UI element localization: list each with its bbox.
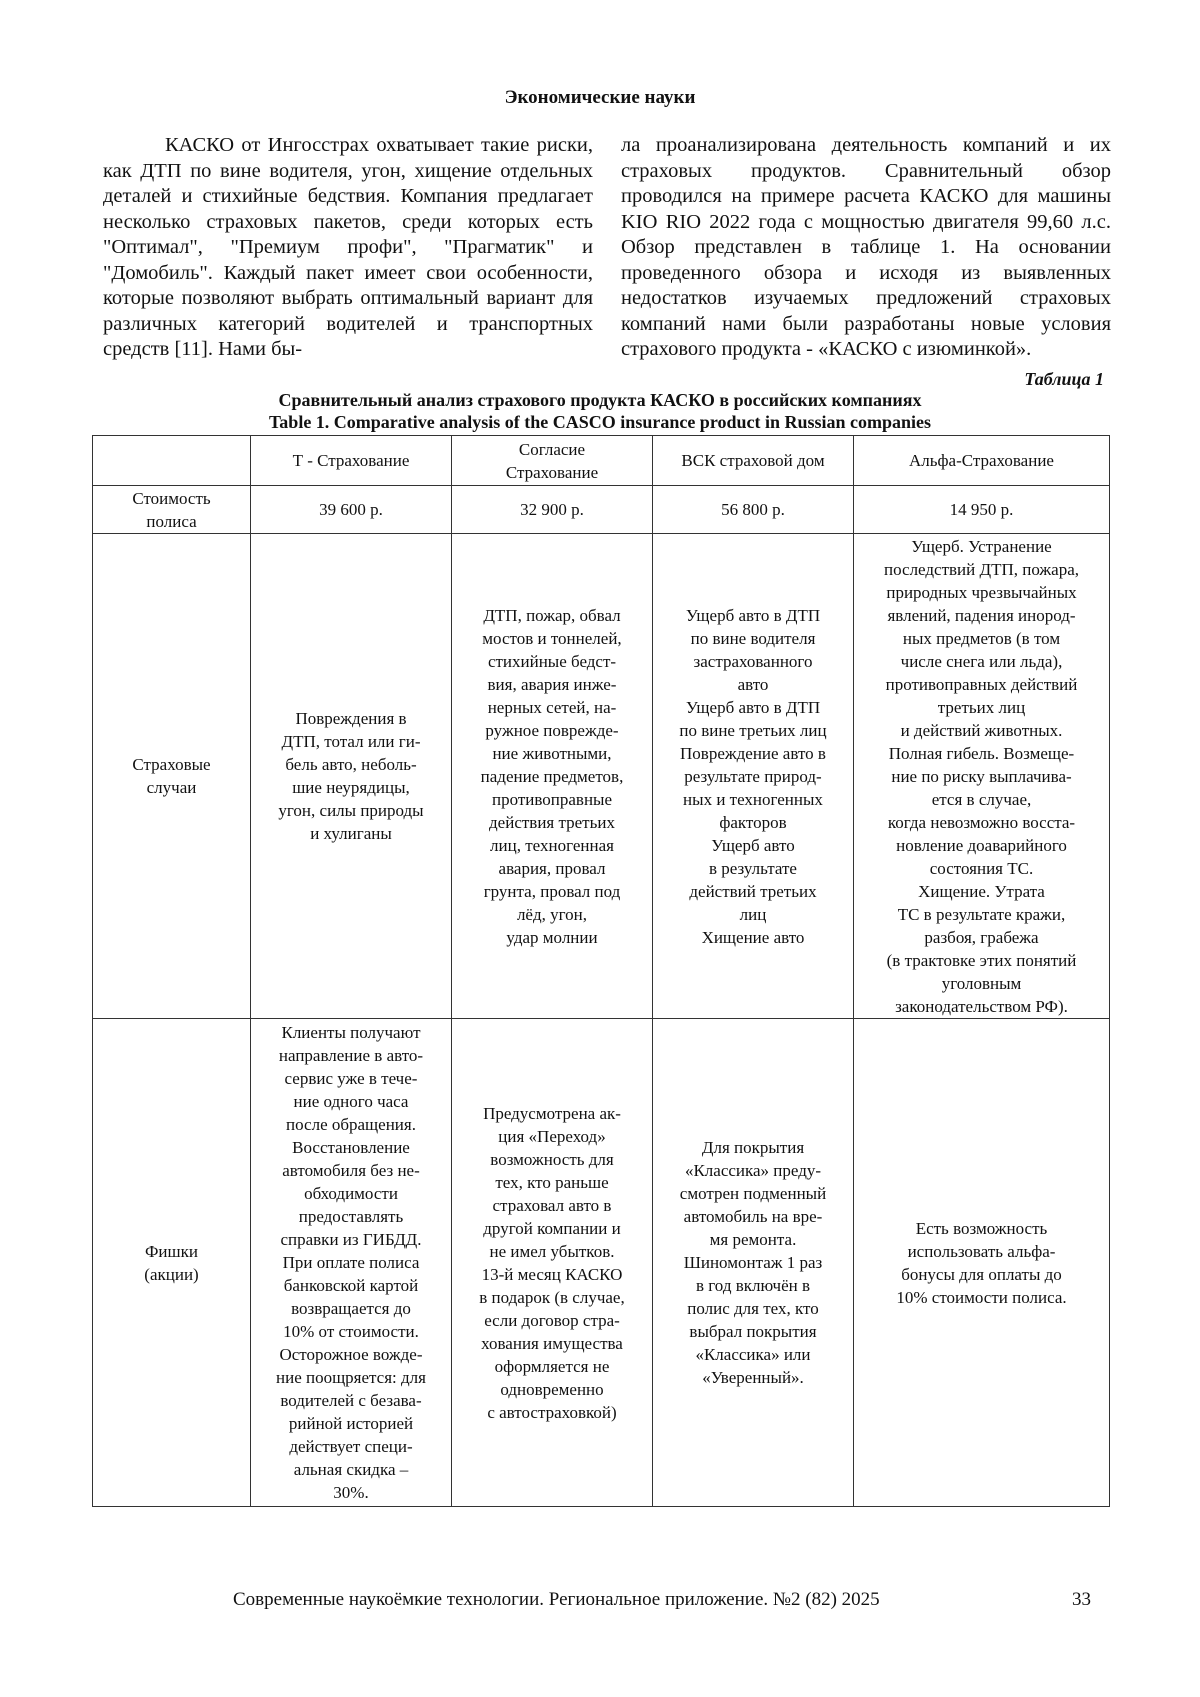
header-cell-soglasie: Согласие Страхование: [452, 436, 653, 486]
table-cell: 14 950 р.: [854, 486, 1110, 534]
text-column-left: [103, 133, 593, 363]
body-paragraph-left: КАСКО от Ингосстрах охватывает такие риски, как ДТП по вине водителя, угон, хищение отдельных деталей и стихийные бедствия. Компания предлагает несколько страховых пакетов, среди которых есть "Оптимал", "Премиум профи", "Прагматик" и "Домобиль". Каждый пакет имеет свои особенности, которые позволяют выбрать оптимальный вариант для различных категорий водителей и транспортных средств [11]. Нами бы-: [103, 134, 593, 360]
body-paragraph-right: ла проанализирована деятельность компаний и их страховых продуктов. Сравнительный обзор проводился на примере расчета КАСКО для машины KIO RIO 2022 года с мощностью двигателя 99,60 л.с. Обзор представлен в таблице 1. На основании проведенного обзора и исходя из выявленных недостатков изучаемых предложений страховых компаний нами были разработаны новые условия страхового продукта - «КАСКО с изюминкой».: [621, 134, 1111, 360]
table-cell: Есть возможность использовать альфа- бонусы для оплаты до 10% стоимости полиса.: [854, 1019, 1110, 1507]
table-cell: Повреждения в ДТП, тотал или ги- бель авто, неболь- шие неурядицы, угон, силы природы и хулиганы: [251, 534, 452, 1019]
table-caption-en: Table 1. Comparative analysis of the CASCO insurance product in Russian companies: [268, 412, 932, 432]
table-row-promotions: [93, 1019, 1110, 1507]
table-row-insured-events: [93, 534, 1110, 1019]
table-caption-ru: Сравнительный анализ страхового продукта КАСКО в российских компаниях: [278, 390, 922, 410]
table-cell: 32 900 р.: [452, 486, 653, 534]
table-cell: 39 600 р.: [251, 486, 452, 534]
table-cell: Клиенты получают направление в авто- сервис уже в тече- ние одного часа после обращения. Восстановление автомобиля без не- обходимости предоставлять справки из ГИБДД. При оплате полиса банковской картой возвращается до 10% от стоимости. Осторожное вожде- ние поощряется: для водителей с безава- рийной историей действует специ- альная скидка – 30%.: [251, 1019, 452, 1507]
table-row-policy-cost: [93, 486, 1110, 534]
header-cell-empty: [93, 436, 251, 486]
header-cell-alfa: Альфа-Страхование: [854, 436, 1110, 486]
header-cell-t-insurance: Т - Страхование: [251, 436, 452, 486]
table-cell: 56 800 р.: [653, 486, 854, 534]
footer-journal: Современные наукоёмкие технологии. Региональное приложение. №2 (82) 2025: [233, 1589, 880, 1610]
row-label-cell: Страховые случаи: [93, 534, 251, 1019]
table-cell: Ущерб. Устранение последствий ДТП, пожара, природных чрезвычайных явлений, падения инород- ных предметов (в том числе снега или льда), противоправных действий третьих лиц и действий животных. Полная гибель. Возмеще- ние по риску выплачива- ется в случае, когда невозможно восста- новление доаварийного состояния ТС. Хищение. Утрата ТС в результате кражи, разбоя, грабежа (в трактовке этих понятий уголовным законодательством РФ).: [854, 534, 1110, 1019]
row-label-cell: Стоимость полиса: [93, 486, 251, 534]
table-caption: [0, 389, 1200, 433]
table-cell: ДТП, пожар, обвал мостов и тоннелей, стихийные бедст- вия, авария инже- нерных сетей, на- ружное поврежде- ние животными, падение предметов, противоправные действия третьих лиц, техногенная авария, провал грунта, провал под лёд, угон, удар молнии: [452, 534, 653, 1019]
table-cell: Предусмотрена ак- ция «Переход» возможность для тех, кто раньше страховал авто в другой компании и не имел убытков. 13-й месяц КАСКО в подарок (в случае, если договор стра- хования имущества оформляется не одновременно с автостраховкой): [452, 1019, 653, 1507]
header-cell-vsk: ВСК страховой дом: [653, 436, 854, 486]
table-label: Таблица 1: [1024, 369, 1104, 389]
row-label-cell: Фишки (акции): [93, 1019, 251, 1507]
comparison-table: [92, 435, 1110, 1507]
section-header: Экономические науки: [504, 87, 696, 108]
table-header-row: [93, 436, 1110, 486]
text-column-right: [621, 133, 1111, 363]
table-cell: Для покрытия «Классика» преду- смотрен подменный автомобиль на вре- мя ремонта. Шиномонтаж 1 раз в год включён в полис для тех, кто выбрал покрытия «Классика» или «Уверенный».: [653, 1019, 854, 1507]
table-cell: Ущерб авто в ДТП по вине водителя застрахованного авто Ущерб авто в ДТП по вине третьих лиц Повреждение авто в результате природ- ных и техногенных факторов Ущерб авто в результате действий третьих лиц Хищение авто: [653, 534, 854, 1019]
page-number: 33: [1072, 1589, 1091, 1610]
